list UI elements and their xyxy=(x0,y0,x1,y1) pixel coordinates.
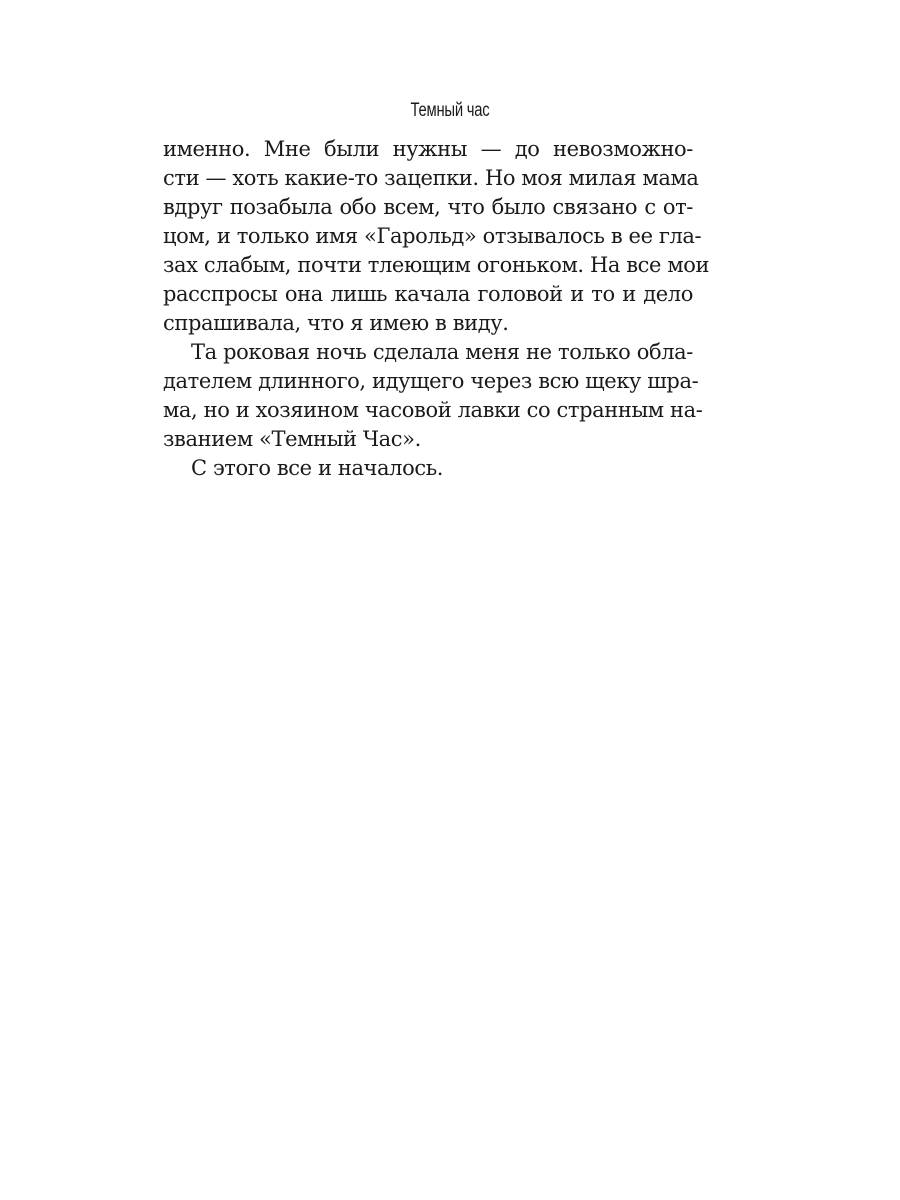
running-header: Темный час xyxy=(410,100,490,121)
text-line: С этого все и началось. xyxy=(191,456,444,480)
text-line: Та роковая ночь сделала меня не только обла- xyxy=(191,340,693,364)
paragraph xyxy=(163,454,693,483)
text-line: вдруг позабыла обо всем, что было связано с от- xyxy=(163,195,693,219)
text-line: сти — хоть какие-то зацепки. Но моя милая мама xyxy=(163,166,699,190)
paragraph xyxy=(163,135,710,338)
text-line: спрашивала, что я имею в виду. xyxy=(163,311,509,335)
text-line: дателем длинного, идущего через всю щеку шра- xyxy=(163,369,699,393)
text-line: зах слабым, почти тлеющим огоньком. На все мои xyxy=(163,253,710,277)
text-line: именно. Мне были нужны — до невозможно- xyxy=(163,137,693,161)
text-line: расспросы она лишь качала головой и то и дело xyxy=(163,282,693,306)
text-line: цом, и только имя «Гарольд» отзывалось в ее гла- xyxy=(163,224,702,248)
paragraph xyxy=(163,338,703,454)
text-line: ма, но и хозяином часовой лавки со странным на- xyxy=(163,398,703,422)
body-text xyxy=(163,135,710,483)
text-line: званием «Темный Час». xyxy=(163,427,421,451)
